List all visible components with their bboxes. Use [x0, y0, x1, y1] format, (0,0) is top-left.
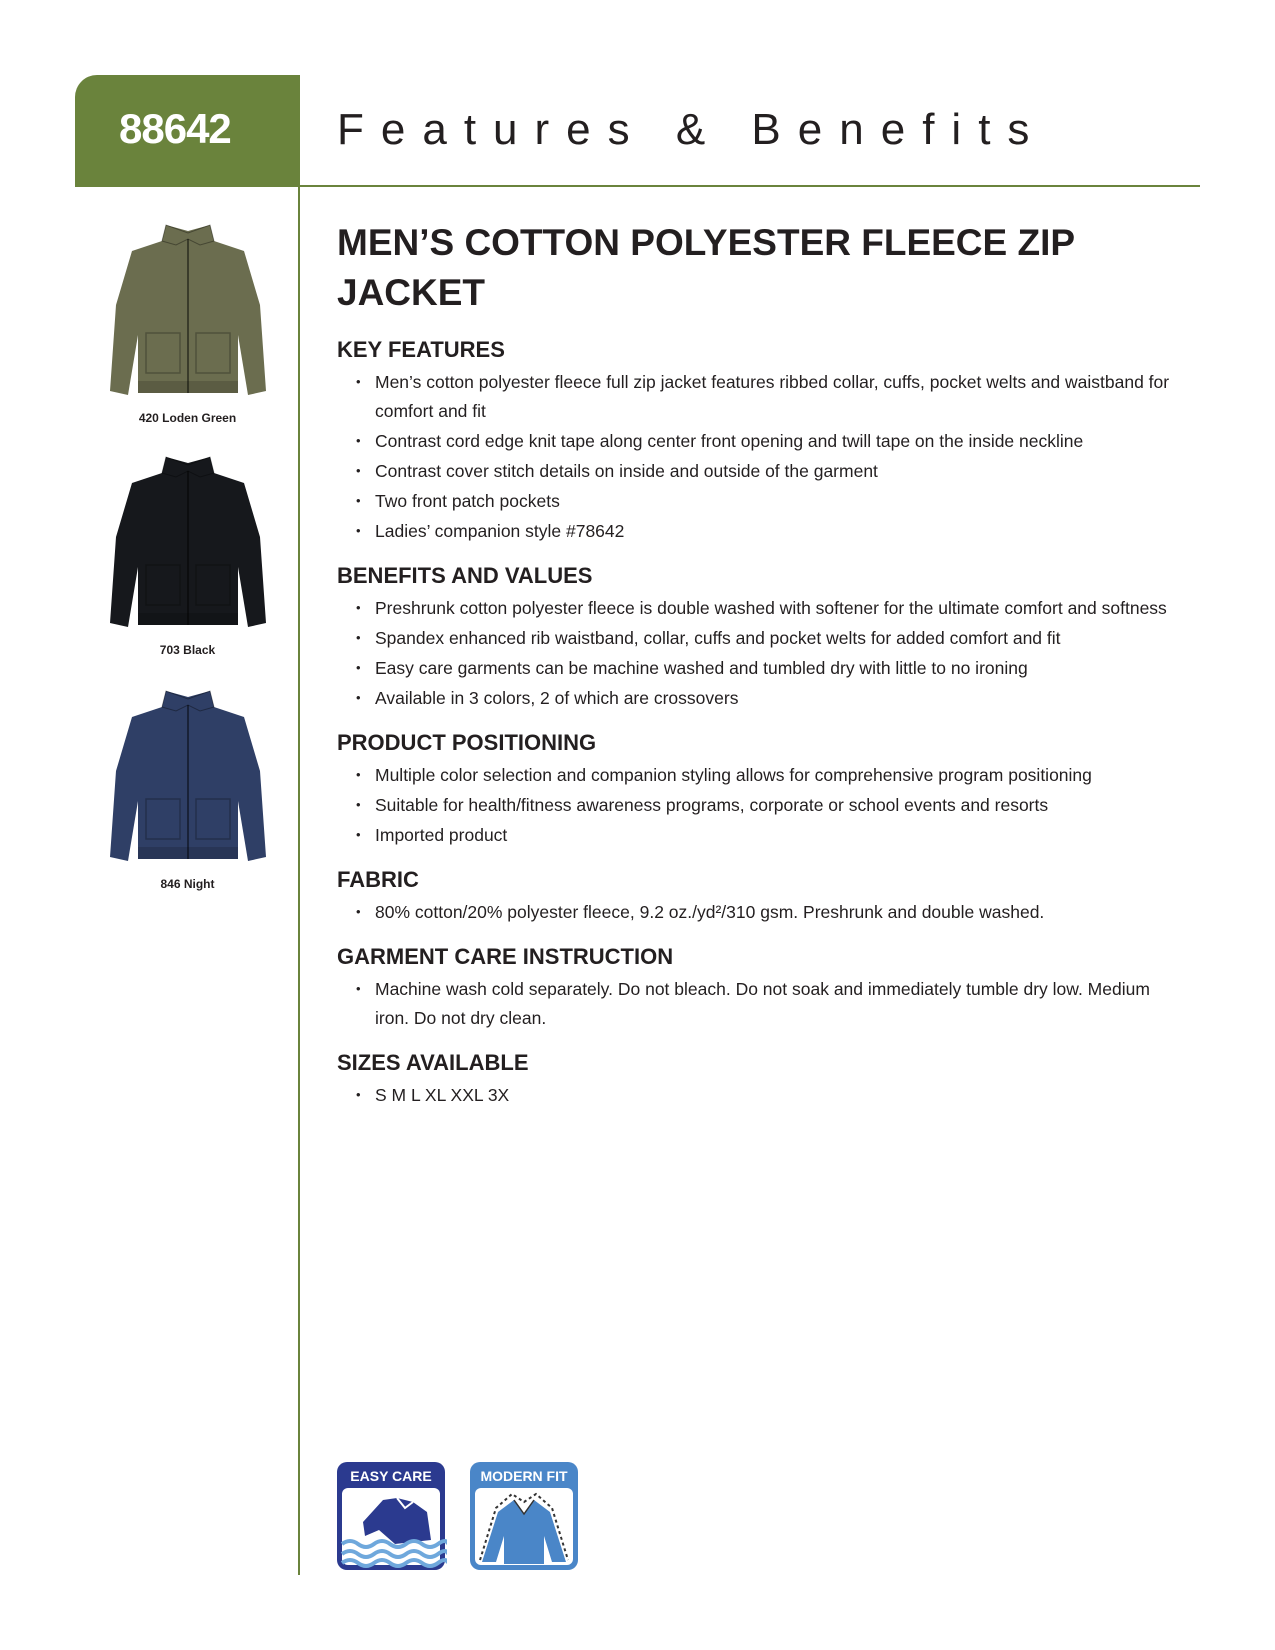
- sidebar-divider: [298, 187, 300, 1575]
- bullet-item: • Contrast cord edge knit tape along center front opening and twill tape on the inside neckline: [375, 426, 1177, 456]
- bullet-item: • S M L XL XXL 3X: [375, 1080, 1177, 1110]
- section-heading: FABRIC: [337, 867, 419, 892]
- section-product-positioning: [337, 729, 1177, 850]
- swatch-caption: 420 Loden Green: [138, 411, 237, 425]
- easy-care-badge: [335, 1460, 447, 1572]
- section-fabric: [337, 866, 1177, 927]
- style-number-tab: [75, 75, 300, 187]
- bullet-item: • Available in 3 colors, 2 of which are crossovers: [375, 683, 1177, 713]
- main-content: [337, 218, 1177, 1126]
- section-heading: SIZES AVAILABLE: [337, 1050, 529, 1075]
- section-heading: GARMENT CARE INSTRUCTION: [337, 944, 674, 969]
- bullet-item: • Easy care garments can be machine washed and tumbled dry with little to no ironing: [375, 653, 1177, 683]
- badge-label: MODERN FIT: [480, 1468, 568, 1484]
- bullet-item: • 80% cotton/20% polyester fleece, 9.2 oz./yd²/310 gsm. Preshrunk and double washed.: [375, 897, 1177, 927]
- section-garment-care: [337, 943, 1177, 1033]
- badge-label: EASY CARE: [350, 1468, 432, 1484]
- bullet-item: • Imported product: [375, 820, 1177, 850]
- jacket-image: [104, 447, 272, 637]
- bullet-item: • Ladies’ companion style #78642: [375, 516, 1177, 546]
- bullet-item: • Spandex enhanced rib waistband, collar, cuffs and pocket welts for added comfort and fit: [375, 623, 1177, 653]
- product-title: MEN’S COTTON POLYESTER FLEECE ZIP JACKET: [337, 222, 1075, 313]
- section-sizes-available: [337, 1049, 1177, 1110]
- swatch-caption: 703 Black: [159, 643, 216, 657]
- section-heading: BENEFITS AND VALUES: [337, 563, 593, 588]
- swatch-night: [90, 681, 285, 891]
- jacket-image: [104, 215, 272, 405]
- section-heading: PRODUCT POSITIONING: [337, 730, 597, 755]
- swatch-caption: 846 Night: [160, 877, 215, 891]
- section-benefits-and-values: [337, 562, 1177, 713]
- header-divider: [300, 185, 1200, 187]
- bullet-item: • Two front patch pockets: [375, 486, 1177, 516]
- jacket-image: [104, 681, 272, 871]
- section-key-features: [337, 336, 1177, 546]
- bullet-item: • Machine wash cold separately. Do not bleach. Do not soak and immediately tumble dry low. Medium iron. Do not dry clean.: [375, 974, 1177, 1033]
- section-heading: KEY FEATURES: [337, 337, 505, 362]
- style-number: 88642: [119, 105, 231, 152]
- bullet-item: • Suitable for health/fitness awareness programs, corporate or school events and resorts: [375, 790, 1177, 820]
- modern-fit-badge: [468, 1460, 580, 1572]
- page-title: Features & Benefits: [337, 105, 1047, 154]
- bullet-item: • Preshrunk cotton polyester fleece is double washed with softener for the ultimate comfort and softness: [375, 593, 1177, 623]
- bullet-item: • Contrast cover stitch details on inside and outside of the garment: [375, 456, 1177, 486]
- swatch-black: [90, 447, 285, 657]
- bullet-item: • Men’s cotton polyester fleece full zip jacket features ribbed collar, cuffs, pocket welts and waistband for comfort and fit: [375, 367, 1177, 426]
- bullet-item: • Multiple color selection and companion styling allows for comprehensive program positioning: [375, 760, 1177, 790]
- swatch-loden-green: [90, 215, 285, 425]
